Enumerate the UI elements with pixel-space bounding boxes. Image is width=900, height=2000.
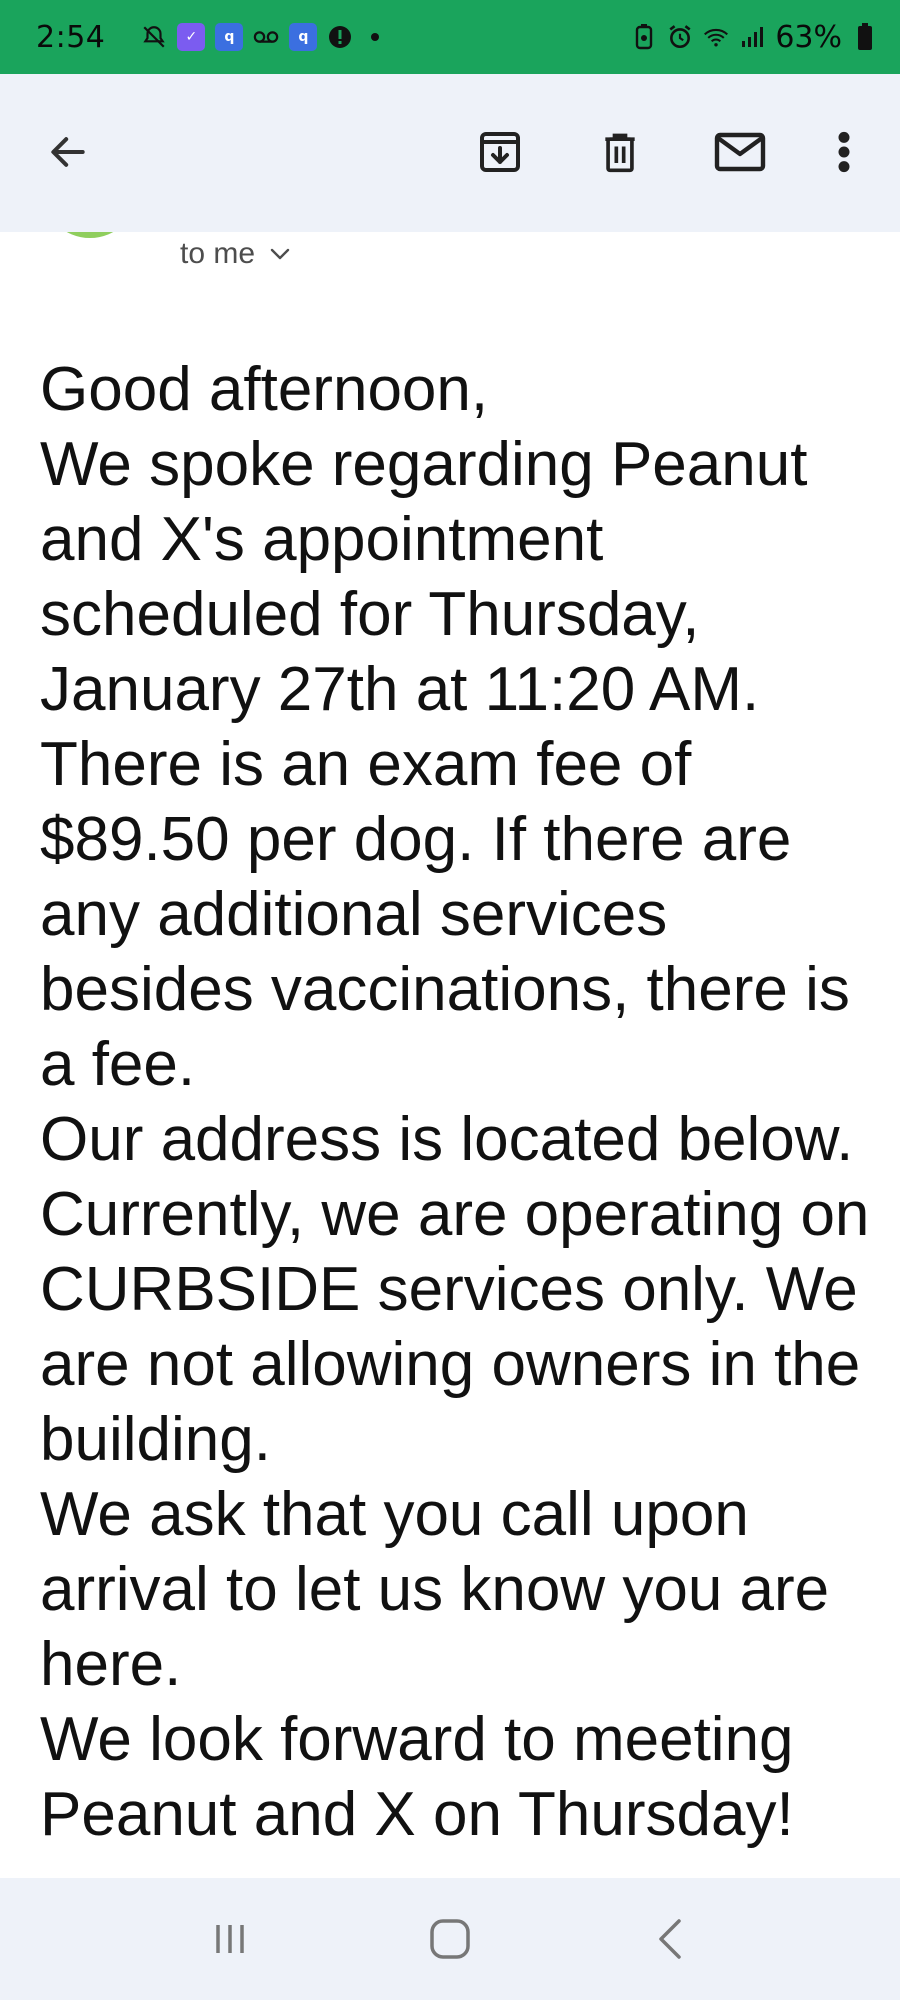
email-body-paragraph: Our address is located below. Currently, we are operating on CURBSIDE services only. We are not allowing owners in the building. (40, 1105, 870, 1474)
recent-apps-button[interactable] (185, 1899, 275, 1979)
wifi-icon (703, 24, 729, 50)
email-content[interactable] (0, 232, 900, 1878)
signal-icon (739, 24, 765, 50)
email-body-paragraph: We ask that you call upon arrival to let us know you are here. (40, 1480, 830, 1699)
search-app-icon: q (215, 23, 243, 51)
mail-unread-icon (714, 130, 766, 174)
battery-saver-icon (631, 24, 657, 50)
more-options-button[interactable] (808, 116, 880, 188)
status-notification-icons (141, 23, 379, 51)
notifications-muted-icon (141, 24, 167, 50)
recent-apps-icon (210, 1919, 250, 1959)
recipient-details-toggle[interactable] (180, 232, 291, 276)
alert-icon (327, 24, 353, 50)
voicemail-icon (253, 24, 279, 50)
status-bar (0, 0, 900, 74)
delete-button[interactable] (584, 116, 656, 188)
chevron-left-icon (655, 1917, 685, 1961)
battery-percentage: 63% (775, 19, 842, 55)
alarm-icon (667, 24, 693, 50)
arrow-left-icon (46, 130, 90, 174)
back-button[interactable] (32, 116, 104, 188)
sender-avatar[interactable] (42, 232, 138, 238)
recipient-label: to me (180, 237, 256, 270)
more-vert-icon (836, 130, 852, 174)
status-system-icons (631, 20, 878, 55)
app-icon: ✓ (177, 23, 205, 51)
archive-icon (476, 128, 524, 176)
email-toolbar (0, 74, 900, 232)
status-time: 2:54 (36, 19, 106, 55)
email-body (40, 352, 880, 1852)
email-body-paragraph: We spoke regarding Peanut and X's appointment scheduled for Thursday, January 27th at 11:20 AM. There is an exam fee of $89.50 per dog. If there are any additional services besides vaccinations, there is a fee. (40, 430, 850, 1099)
delete-icon (598, 128, 642, 176)
back-nav-button[interactable] (625, 1899, 715, 1979)
system-navigation-bar (0, 1878, 900, 2000)
mark-unread-button[interactable] (704, 116, 776, 188)
battery-icon (852, 24, 878, 50)
home-icon (428, 1917, 472, 1961)
email-body-paragraph: We look forward to meeting Peanut and X on Thursday! (40, 1705, 794, 1849)
more-dot-icon (371, 33, 379, 41)
chevron-down-icon (269, 247, 291, 261)
search-app-icon: q (289, 23, 317, 51)
email-body-paragraph: Good afternoon, (40, 355, 489, 424)
home-button[interactable] (405, 1899, 495, 1979)
archive-button[interactable] (464, 116, 536, 188)
